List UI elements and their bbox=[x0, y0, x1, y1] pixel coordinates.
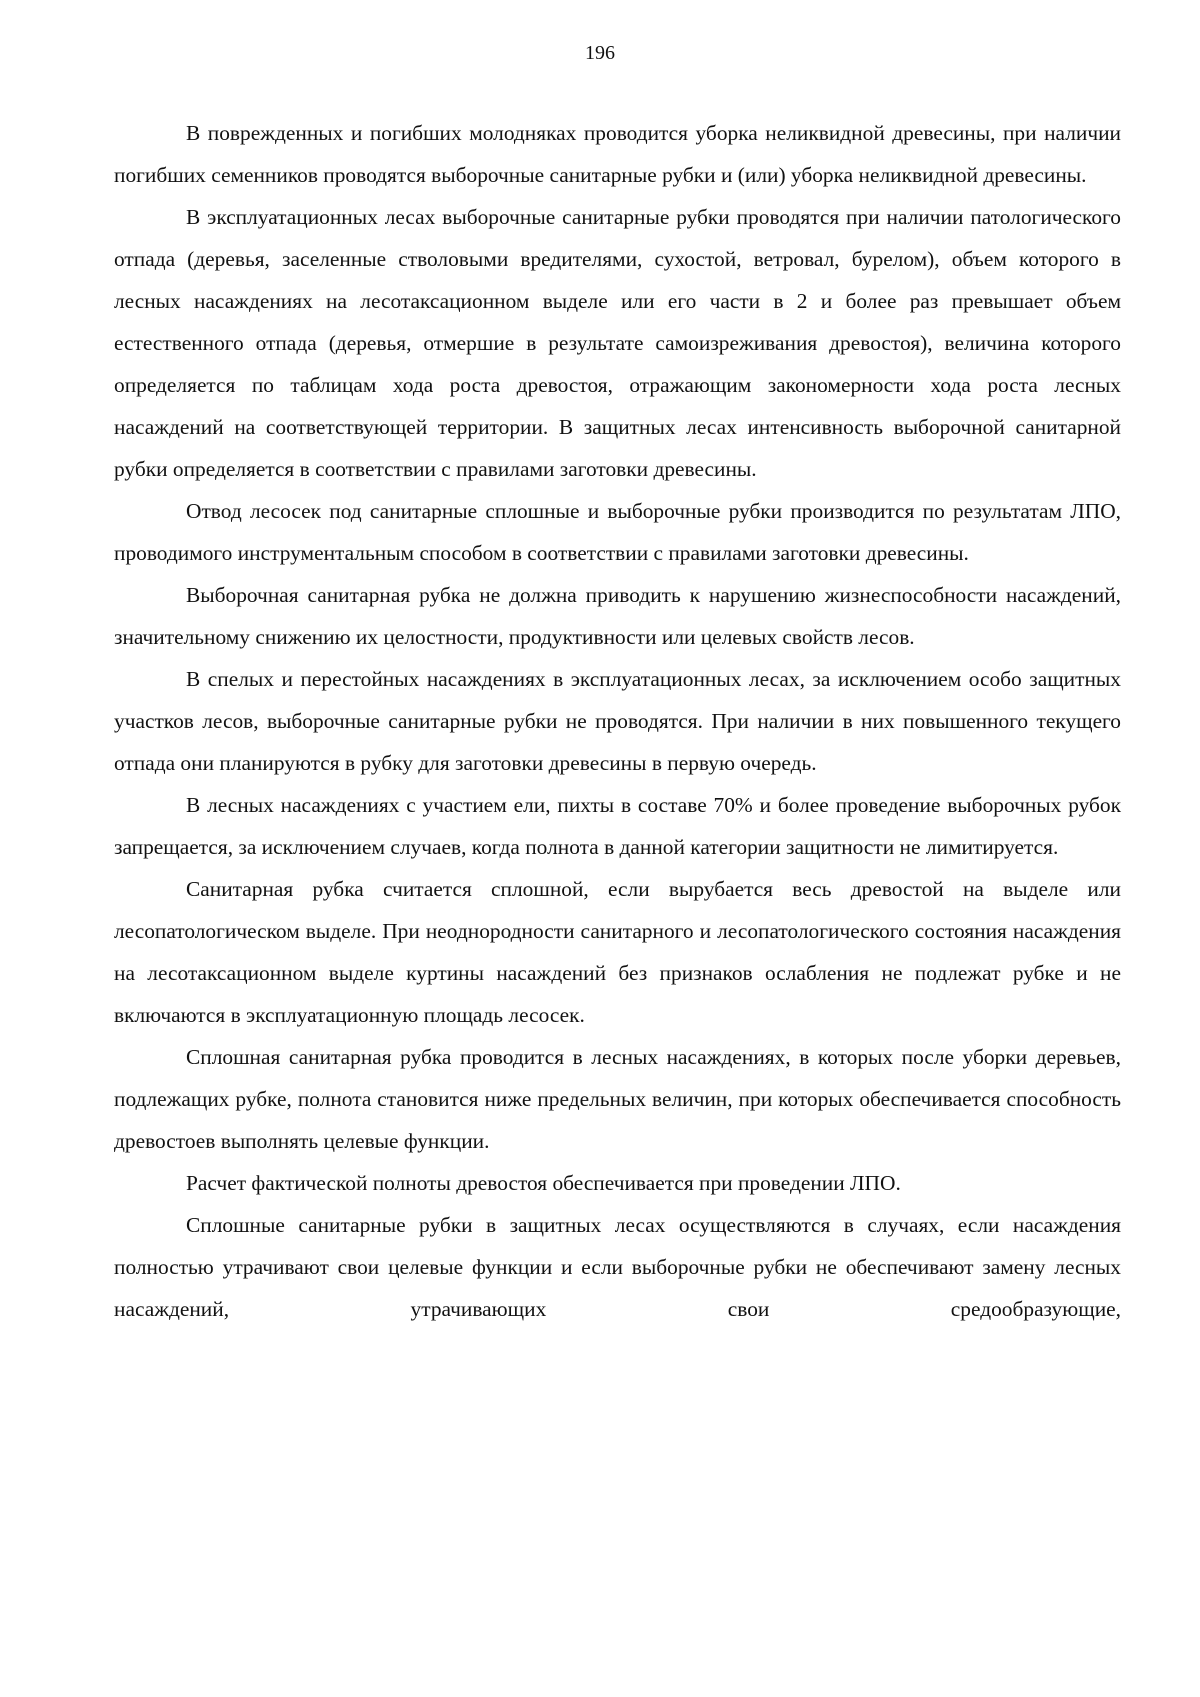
paragraph: В лесных насаждениях с участием ели, пихты в составе 70% и более проведение выборочных рубок запрещается, за исключением случаев, когда полнота в данной категории защитности не лимитируется. bbox=[114, 793, 1121, 859]
paragraph: Выборочная санитарная рубка не должна приводить к нарушению жизнеспособности насаждений, значительному снижению их целостности, продуктивности или целевых свойств лесов. bbox=[114, 583, 1121, 649]
paragraph: Сплошная санитарная рубка проводится в лесных насаждениях, в которых после уборки деревьев, подлежащих рубке, полнота становится ниже предельных величин, при которых обеспечивается способность древостоев выполнять целевые функции. bbox=[114, 1045, 1121, 1153]
document-body bbox=[114, 112, 1121, 1330]
paragraph: Отвод лесосек под санитарные сплошные и выборочные рубки производится по результатам ЛПО, проводимого инструментальным способом в соответствии с правилами заготовки древесины. bbox=[114, 499, 1121, 565]
paragraph: В спелых и перестойных насаждениях в эксплуатационных лесах, за исключением особо защитных участков лесов, выборочные санитарные рубки не проводятся. При наличии в них повышенного текущего отпада они планируются в рубку для заготовки древесины в первую очередь. bbox=[114, 667, 1121, 775]
paragraph: В эксплуатационных лесах выборочные санитарные рубки проводятся при наличии патологического отпада (деревья, заселенные стволовыми вредителями, сухостой, ветровал, бурелом), объем которого в лесных насаждениях на лесотаксационном выделе или его части в 2 и более раз превышает объем естественного отпада (деревья, отмершие в результате самоизреживания древостоя), величина которого определяется по таблицам хода роста древостоя, отражающим закономерности хода роста лесных насаждений на соответствующей территории. В защитных лесах интенсивность выборочной санитарной рубки определяется в соответствии с правилами заготовки древесины. bbox=[114, 205, 1121, 481]
paragraph: В поврежденных и погибших молодняках проводится уборка неликвидной древесины, при наличии погибших семенников проводятся выборочные санитарные рубки и (или) уборка неликвидной древесины. bbox=[114, 121, 1121, 187]
paragraph: Сплошные санитарные рубки в защитных лесах осуществляются в случаях, если насаждения полностью утрачивают свои целевые функции и если выборочные рубки не обеспечивают замену лесных насаждений, утрачивающих свои средообразующие, bbox=[114, 1213, 1121, 1321]
page-number: 196 bbox=[585, 42, 615, 64]
paragraph: Санитарная рубка считается сплошной, если вырубается весь древостой на выделе или лесопатологическом выделе. При неоднородности санитарного и лесопатологического состояния насаждения на лесотаксационном выделе куртины насаждений без признаков ослабления не подлежат рубке и не включаются в эксплуатационную площадь лесосек. bbox=[114, 877, 1121, 1027]
paragraph: Расчет фактической полноты древостоя обеспечивается при проведении ЛПО. bbox=[186, 1171, 901, 1195]
